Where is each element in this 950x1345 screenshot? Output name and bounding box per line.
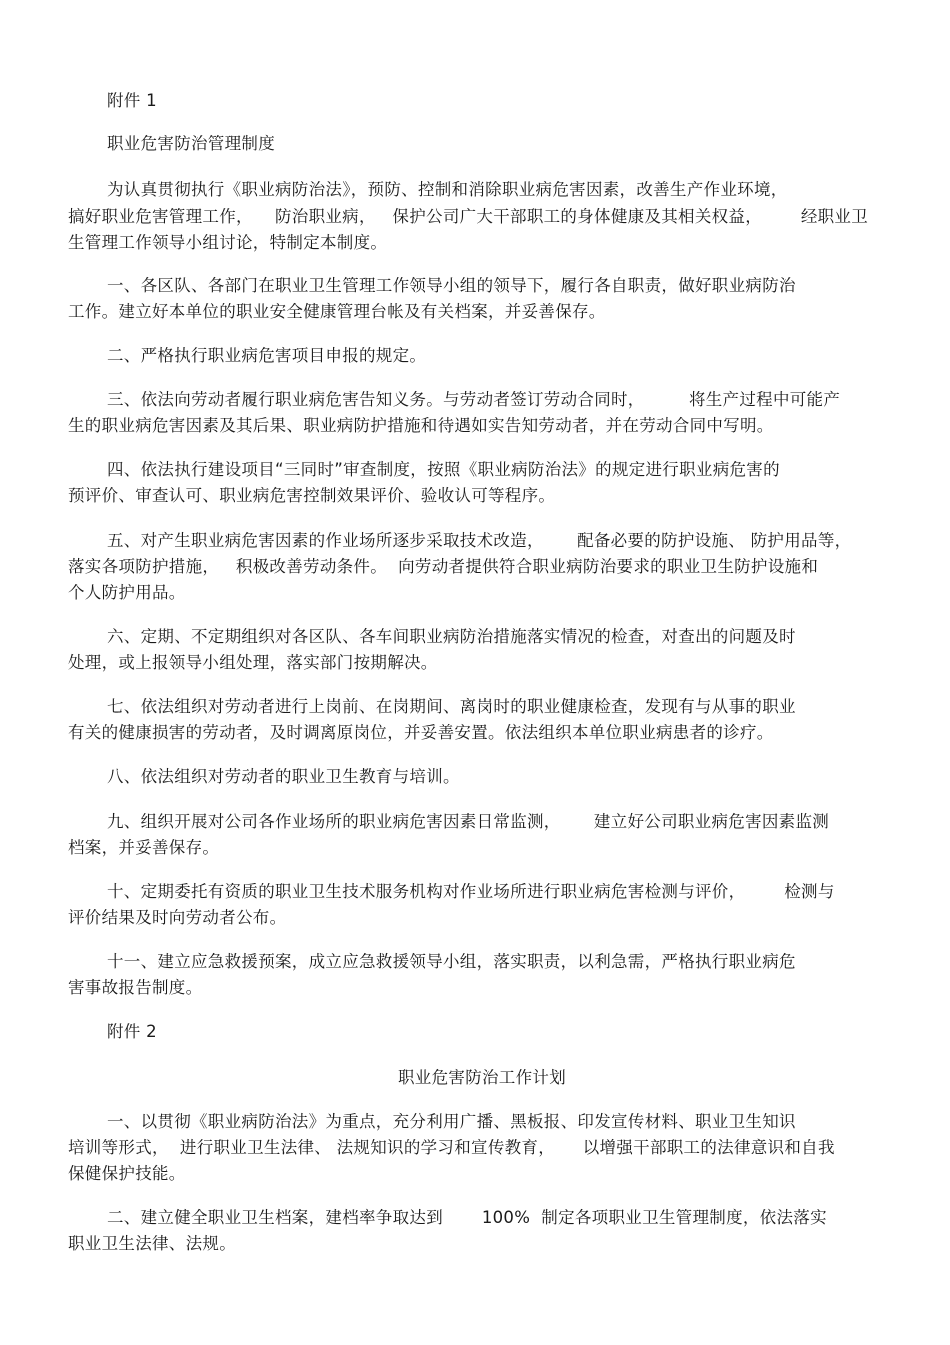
paragraph-line: 十、定期委托有资质的职业卫生技术服务机构对作业场所进行职业病危害检测与评价， 检测与 [107,882,835,901]
paragraph-line: 保健保护技能。 [68,1164,186,1183]
paragraph-line: 个人防护用品。 [68,583,186,602]
paragraph-line: 预评价、审查认可、职业病危害控制效果评价、验收认可等程序。 [68,486,556,505]
attachment-2-label: 附件 2 [107,1022,157,1041]
paragraph-line: 害事故报告制度。 [68,978,203,997]
paragraph-line: 生的职业病危害因素及其后果、职业病防护措施和待遇如实告知劳动者，并在劳动合同中写明。 [68,416,774,435]
paragraph-line: 八、依法组织对劳动者的职业卫生教育与培训。 [107,767,460,786]
paragraph-line: 三、依法向劳动者履行职业病危害告知义务。与劳动者签订劳动合同时， 将生产过程中可能产 [107,390,841,409]
paragraph-line: 一、各区队、各部门在职业卫生管理工作领导小组的领导下，履行各自职责，做好职业病防治 [107,276,796,295]
paragraph-line: 落实各项防护措施， 积极改善劳动条件。 向劳动者提供符合职业病防治要求的职业卫生防护设施和 [68,557,819,576]
paragraph-line: 工作。建立好本单位的职业安全健康管理台帐及有关档案，并妥善保存。 [68,302,606,321]
paragraph-line: 档案，并妥善保存。 [68,838,220,857]
paragraph-line: 二、建立健全职业卫生档案，建档率争取达到 100% 制定各项职业卫生管理制度，依法落实 [107,1208,827,1227]
paragraph-line: 培训等形式， 进行职业卫生法律、 法规知识的学习和宣传教育， 以增强干部职工的法律意识和自我 [68,1138,835,1157]
paragraph-line: 评价结果及时向劳动者公布。 [68,908,287,927]
attachment-1-title: 职业危害防治管理制度 [107,134,275,153]
paragraph-line: 四、依法执行建设项目“三同时”审查制度，按照《职业病防治法》的规定进行职业病危害的 [107,460,780,479]
paragraph-line: 九、组织开展对公司各作业场所的职业病危害因素日常监测， 建立好公司职业病危害因素监测 [107,812,830,831]
paragraph-line: 六、定期、不定期组织对各区队、各车间职业病防治措施落实情况的检查，对查出的问题及时 [107,627,796,646]
attachment-2-title: 职业危害防治工作计划 [398,1068,566,1087]
paragraph-line: 为认真贯彻执行《职业病防治法》，预防、控制和消除职业病危害因素，改善生产作业环境， [107,180,788,199]
paragraph-line: 二、严格执行职业病危害项目申报的规定。 [107,346,427,365]
paragraph-line: 十一、建立应急救援预案，成立应急救援领导小组，落实职责，以利急需，严格执行职业病危 [107,952,796,971]
paragraph-line: 搞好职业危害管理工作， 防治职业病， 保护公司广大干部职工的身体健康及其相关权益， 经职业卫 [68,207,869,226]
paragraph-line: 七、依法组织对劳动者进行上岗前、在岗期间、离岗时的职业健康检查，发现有与从事的职业 [107,697,796,716]
attachment-1-label: 附件 1 [107,91,157,110]
paragraph-line: 五、对产生职业病危害因素的作业场所逐步采取技术改造， 配备必要的防护设施、 防护用品等， [107,531,852,550]
paragraph-line: 生管理工作领导小组讨论，特制定本制度。 [68,233,388,252]
paragraph-line: 处理，或上报领导小组处理，落实部门按期解决。 [68,653,438,672]
paragraph-line: 有关的健康损害的劳动者，及时调离原岗位，并妥善安置。依法组织本单位职业病患者的诊疗。 [68,723,774,742]
paragraph-line: 一、以贯彻《职业病防治法》为重点，充分利用广播、黑板报、印发宣传材料、职业卫生知识 [107,1112,796,1131]
paragraph-line: 职业卫生法律、法规。 [68,1234,236,1253]
